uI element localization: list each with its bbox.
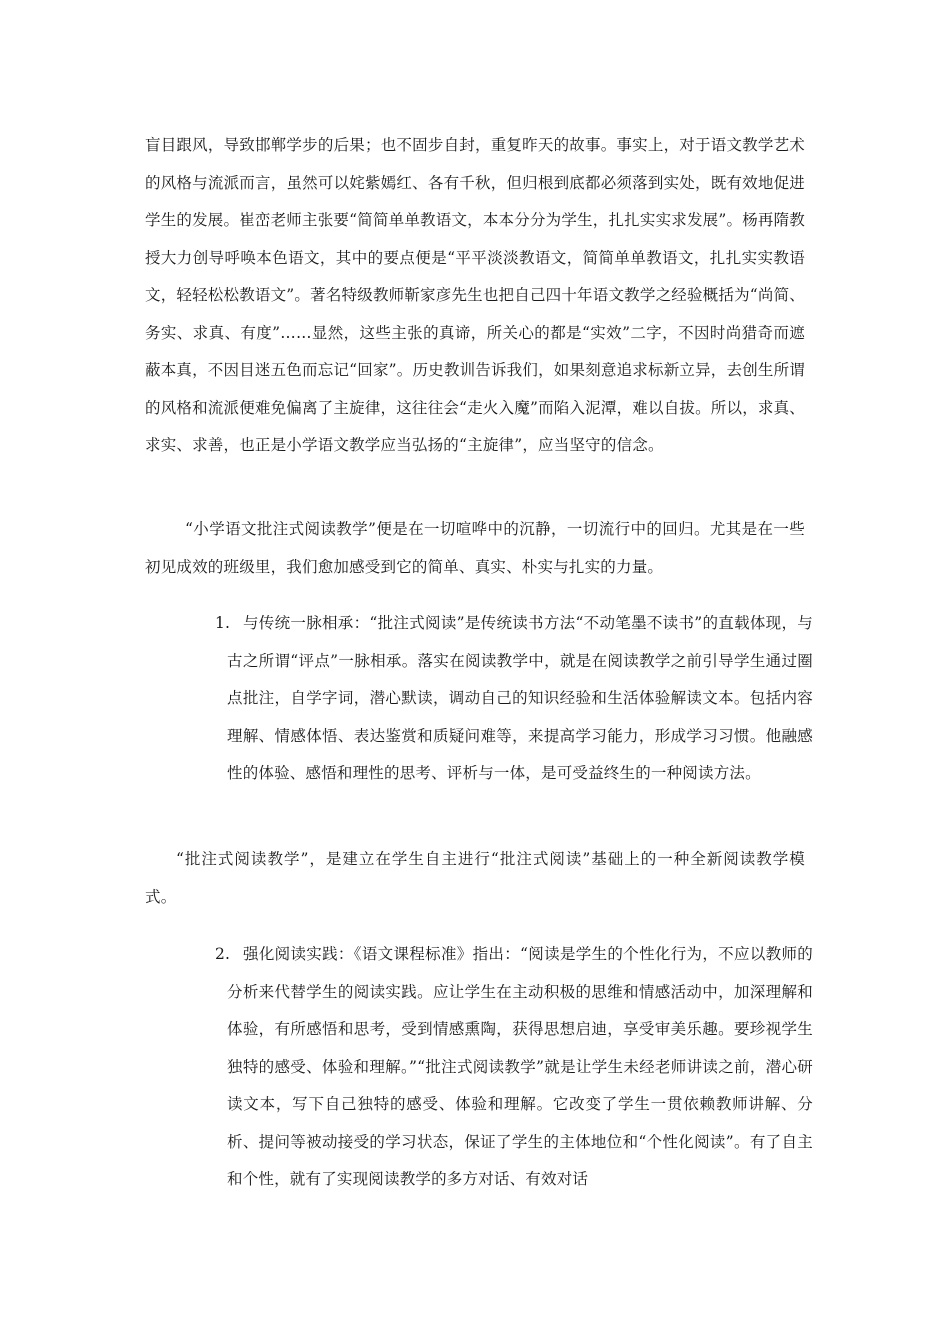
body-paragraph-2: “小学语文批注式阅读教学”便是在一切喧哗中的沉静，一切流行中的回归。尤其是在一些初见成效的班级里，我们愈加感受到它的简单、真实、朴实与扎实的力量。 xyxy=(145,520,805,576)
body-paragraph-1: 盲目跟风，导致邯郸学步的后果；也不固步自封，重复昨天的故事。事实上，对于语文教学艺术的风格与流派而言，虽然可以姹紫嫣红、各有千秋，但归根到底都必须落到实处，既有效地促进学生的发展。崔峦老师主张要“简简单单教语文，本本分分为学生，扎扎实实求发展”。杨再隋教授大力创导呼唤本色语文，其中的要点便是“平平淡淡教语文，简简单单教语文，扎扎实实教语文，轻轻松松教语文”。著名特级教师靳家彦先生也把自己四十年语文教学之经验概括为“尚简、务实、求真、有度”……显然，这些主张的真谛，所关心的都是“实效”二字，不因时尚猎奇而遮蔽本真，不因目迷五色而忘记“回家”。历史教训告诉我们，如果刻意追求标新立异，去创生所谓的风格和流派便难免偏离了主旋律，这往往会“走火入魔”而陷入泥潭，难以自拔。所以，求真、求实、求善，也正是小学语文教学应当弘扬的“主旋律”，应当坚守的信念。 xyxy=(145,136,805,454)
list-item-1 xyxy=(215,605,815,835)
body-paragraph-3: “批注式阅读教学”，是建立在学生自主进行“批注式阅读”基础上的一种全新阅读教学模式。 xyxy=(145,850,805,906)
list-item-2-text: 强化阅读实践：《语文课程标准》指出：“阅读是学生的个性化行为，不应以教师的分析来代替学生的阅读实践。应让学生在主动积极的思维和情感活动中，加深理解和体验，有所感悟和思考，受到情感熏陶，获得思想启迪，享受审美乐趣。要珍视学生独特的感受、体验和理解。”“批注式阅读教学”就是让学生未经老师讲读之前，潜心研读文本，写下自己独特的感受、体验和理解。它改变了学生一贯依赖教师讲解、分析、提问等被动接受的学习状态，保证了学生的主体地位和“个性化阅读”。有了自主和个性，就有了实现阅读教学的多方对话、有效对话 xyxy=(227,945,813,1188)
list-item-2-number: 2. xyxy=(215,945,231,963)
list-item-1-text: 与传统一脉相承：“批注式阅读”是传统读书方法“不动笔墨不读书”的直载体现，与古之所谓“评点”一脉相承。落实在阅读教学中，就是在阅读教学之前引导学生通过圈点批注，自学字词，潜心默读，调动自己的知识经验和生活体验解读文本。包括内容理解、情感体悟、表达鉴赏和质疑问难等，来提高学习能力，形成学习习惯。他融感性的体验、感悟和理性的思考、评析与一体，是可受益终生的一种阅读方法。 xyxy=(227,614,813,782)
list-item-2 xyxy=(215,936,815,1206)
list-item-1-number: 1. xyxy=(215,614,231,632)
